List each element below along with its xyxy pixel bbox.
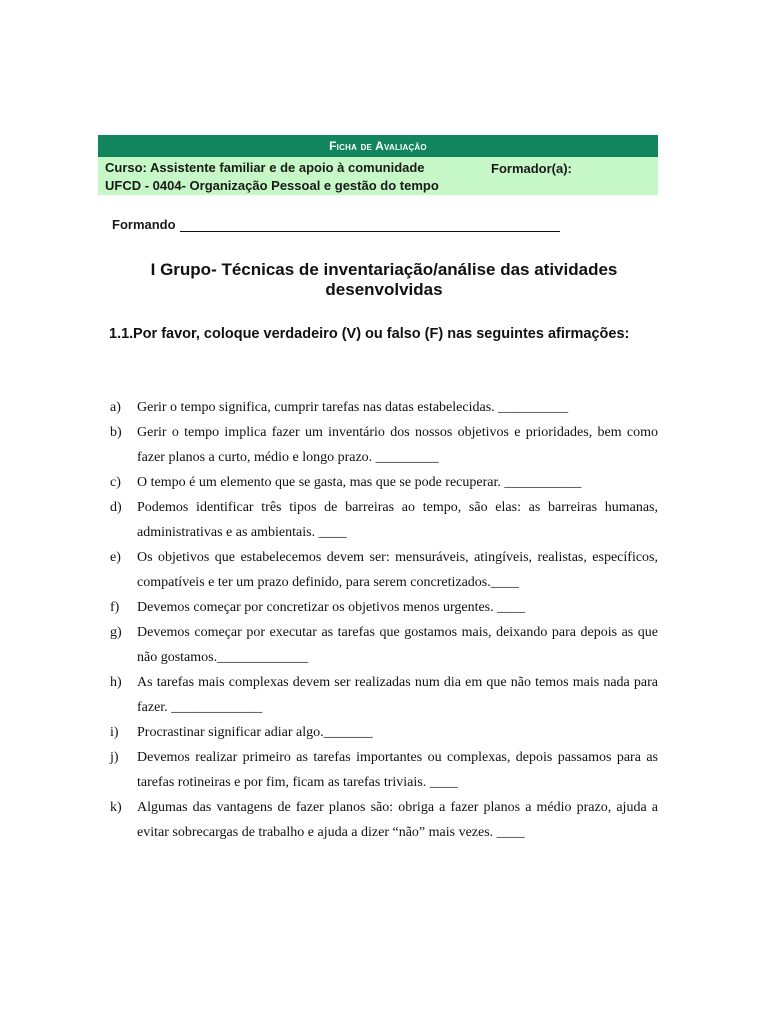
- course-name: Curso: Assistente familiar e de apoio à comunidade: [105, 160, 425, 175]
- item-letter: c): [110, 475, 121, 490]
- list-item: [110, 795, 658, 845]
- question-number: 1.1.: [109, 326, 134, 342]
- item-text: Procrastinar significar adiar algo._______: [137, 725, 373, 740]
- student-name-field: [112, 216, 560, 232]
- list-item: [110, 720, 658, 745]
- item-text: Os objetivos que estabelecemos devem ser: mensuráveis, atingíveis, realistas, específicos, compatíveis e ter um prazo definido, para serem concretizados.____: [137, 550, 658, 590]
- trainer-label: Formador(a):: [491, 161, 572, 176]
- item-text: Gerir o tempo significa, cumprir tarefas nas datas estabelecidas. __________: [137, 400, 569, 415]
- item-text: Algumas das vantagens de fazer planos são: obriga a fazer planos a médio prazo, ajuda a evitar sobrecargas de trabalho e ajuda a dizer “não” mais vezes. ____: [137, 800, 658, 840]
- list-item: [110, 595, 658, 620]
- item-text: Gerir o tempo implica fazer um inventário dos nossos objetivos e prioridades, bem como fazer planos a curto, médio e longo prazo. _________: [137, 425, 658, 465]
- item-letter: k): [110, 800, 122, 815]
- item-text: Devemos realizar primeiro as tarefas importantes ou complexas, depois passamos para as tarefas rotineiras e por fim, ficam as tarefas triviais. ____: [137, 750, 658, 790]
- student-name-line[interactable]: [180, 216, 560, 232]
- course-info-box: [98, 157, 658, 195]
- item-text: Devemos começar por executar as tarefas que gostamos mais, deixando para depois as que não gostamos._____________: [137, 625, 658, 665]
- item-letter: e): [110, 550, 121, 565]
- list-item: [110, 620, 658, 670]
- item-text: Devemos começar por concretizar os objetivos menos urgentes. ____: [137, 600, 526, 615]
- item-text: Podemos identificar três tipos de barreiras ao tempo, são elas: as barreiras humanas, administrativas e as ambientais. ____: [137, 500, 658, 540]
- list-item: [110, 470, 658, 495]
- list-item: [110, 670, 658, 720]
- item-letter: b): [110, 425, 122, 440]
- item-letter: d): [110, 500, 122, 515]
- item-letter: g): [110, 625, 122, 640]
- student-label: Formando: [112, 217, 176, 232]
- item-text: As tarefas mais complexas devem ser realizadas num dia em que não temos mais nada para fazer. _____________: [137, 675, 658, 715]
- list-item: [110, 745, 658, 795]
- list-item: [110, 395, 658, 420]
- item-letter: i): [110, 725, 119, 740]
- list-item: [110, 495, 658, 545]
- item-letter: j): [110, 750, 119, 765]
- group-title: I Grupo- Técnicas de inventariação/análise das atividades desenvolvidas: [150, 260, 618, 299]
- question-1-1: [109, 322, 657, 347]
- form-title-bar: [98, 135, 658, 157]
- item-letter: a): [110, 400, 121, 415]
- question-text: Por favor, coloque verdadeiro (V) ou falso (F) nas seguintes afirmações:: [133, 326, 630, 342]
- item-letter: f): [110, 600, 120, 615]
- statement-list: [110, 395, 658, 845]
- list-item: [110, 420, 658, 470]
- item-letter: h): [110, 675, 122, 690]
- item-text: O tempo é um elemento que se gasta, mas que se pode recuperar. ___________: [137, 475, 582, 490]
- form-title: Ficha de Avaliação: [329, 139, 427, 153]
- list-item: [110, 545, 658, 595]
- ufcd-name: UFCD - 0404- Organização Pessoal e gestão do tempo: [105, 178, 439, 193]
